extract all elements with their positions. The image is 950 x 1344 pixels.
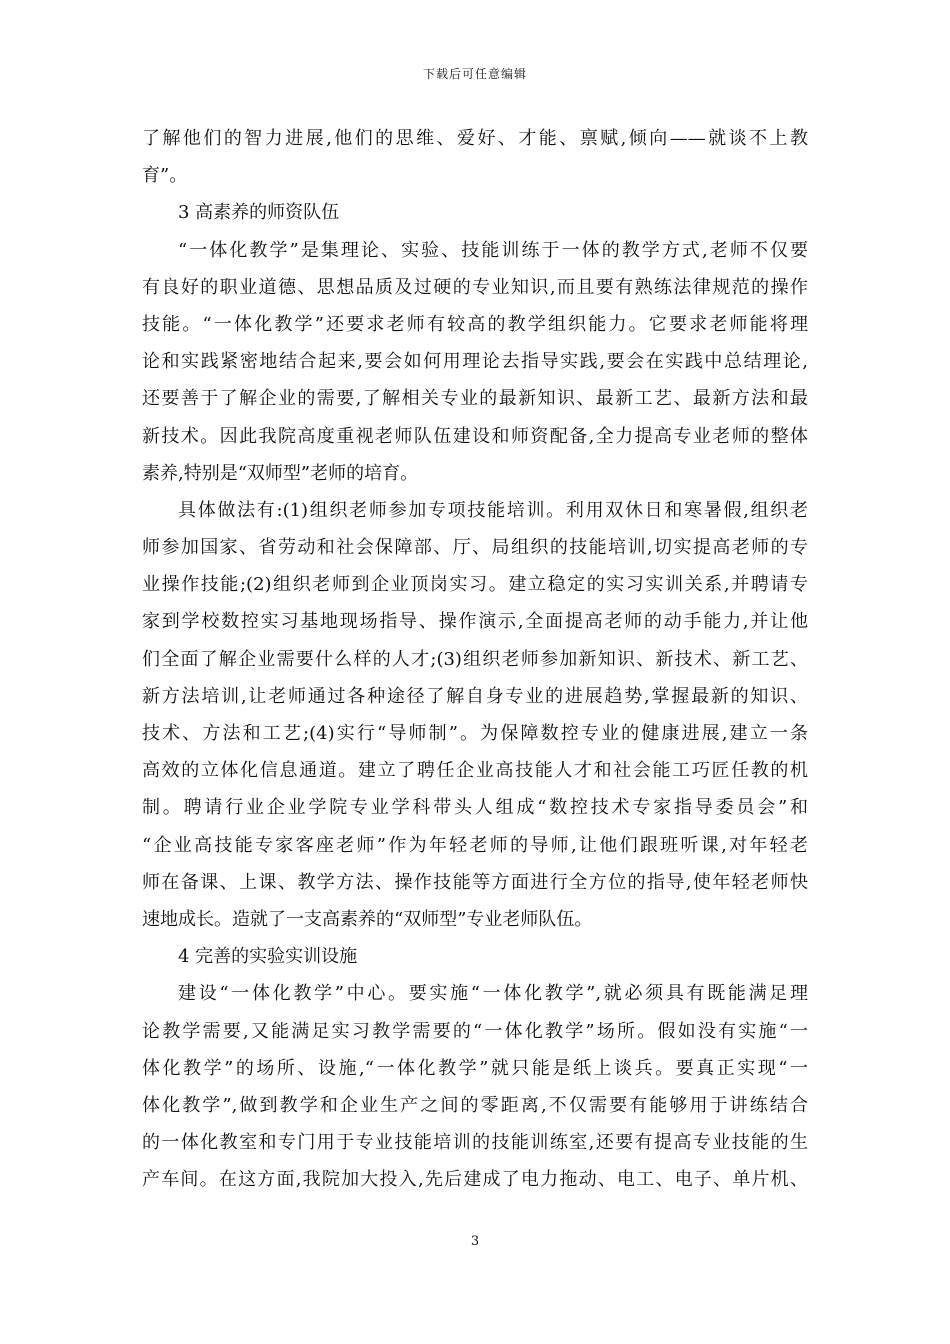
text-line: 具体做法有:(1)组织老师参加专项技能培训。利用双休日和寒暑假,组织老	[178, 499, 808, 521]
text-line: 家到学校数控实习基地现场指导、操作演示,全面提高老师的动手能力,并让他	[142, 611, 808, 633]
text-line: 新方法培训,让老师通过各种途径了解自身专业的进展趋势,掌握最新的知识、	[142, 685, 808, 707]
document-body	[142, 120, 808, 1198]
text-line: 们全面了解企业需要什么样的人才;(3)组织老师参加新知识、新技术、新工艺、	[142, 648, 808, 670]
text-line: 技能。“一体化教学”还要求老师有较高的教学组织能力。它要求老师能将理	[142, 313, 808, 335]
text-line: 育”。	[142, 165, 188, 187]
text-line: 的一体化教室和专门用于专业技能培训的技能训练室,还要有提高专业技能的生	[142, 1132, 808, 1154]
text-line: 师参加国家、省劳动和社会保障部、厅、局组织的技能培训,切实提高老师的专	[142, 537, 808, 559]
text-line: 体化教学”的场所、设施,“一体化教学”就只能是纸上谈兵。要真正实现“一	[142, 1057, 808, 1079]
text-line: 技术、方法和工艺;(4)实行“导师制”。为保障数控专业的健康进展,建立一条	[142, 723, 808, 744]
page-number: 3	[470, 1234, 480, 1249]
text-line: 高效的立体化信息通道。建立了聘任企业高技能人才和社会能工巧匠任教的机	[142, 760, 808, 782]
text-line: 师在备课、上课、教学方法、操作技能等方面进行全方位的指导,使年轻老师快	[142, 871, 808, 893]
text-line: 建设“一体化教学”中心。要实施“一体化教学”,就必须具有既能满足理	[178, 983, 808, 1005]
text-line: 产车间。在这方面,我院加大投入,先后建成了电力拖动、电工、电子、单片机、	[142, 1169, 808, 1191]
text-line: “一体化教学”是集理论、实验、技能训练于一体的教学方式,老师不仅要	[178, 239, 808, 261]
text-line: 有良好的职业道德、思想品质及过硬的专业知识,而且要有熟练法律规范的操作	[142, 276, 808, 298]
text-line: 素养,特别是“双师型”老师的培育。	[142, 462, 419, 484]
text-line: 3 高素养的师资队伍	[178, 202, 340, 224]
text-line: 了解他们的智力进展,他们的思维、爱好、才能、禀赋,倾向——就谈不上教	[142, 128, 808, 149]
page-header: 下载后可任意编辑	[422, 67, 527, 81]
text-line: 论和实践紧密地结合起来,要会如何用理论去指导实践,要会在实践中总结理论,	[142, 351, 808, 373]
text-line: 体化教学”,做到教学和企业生产之间的零距离,不仅需要有能够用于讲练结合	[142, 1094, 808, 1116]
text-line: 新技术。因此我院高度重视老师队伍建设和师资配备,全力提高专业老师的整体	[142, 425, 808, 447]
text-line: “企业高技能专家客座老师”作为年轻老师的导师,让他们跟班听课,对年轻老	[142, 834, 808, 856]
text-line: 还要善于了解企业的需要,了解相关专业的最新知识、最新工艺、最新方法和最	[142, 388, 808, 410]
text-line: 制。聘请行业企业学院专业学科带头人组成“数控技术专家指导委员会”和	[142, 797, 808, 819]
text-line: 论教学需要,又能满足实习教学需要的“一体化教学”场所。假如没有实施“一	[142, 1020, 808, 1042]
text-line: 4 完善的实验实训设施	[178, 946, 358, 968]
text-line: 业操作技能;(2)组织老师到企业顶岗实习。建立稳定的实习实训关系,并聘请专	[142, 574, 808, 596]
text-line: 速地成长。造就了一支高素养的“双师型”专业老师队伍。	[142, 908, 593, 930]
